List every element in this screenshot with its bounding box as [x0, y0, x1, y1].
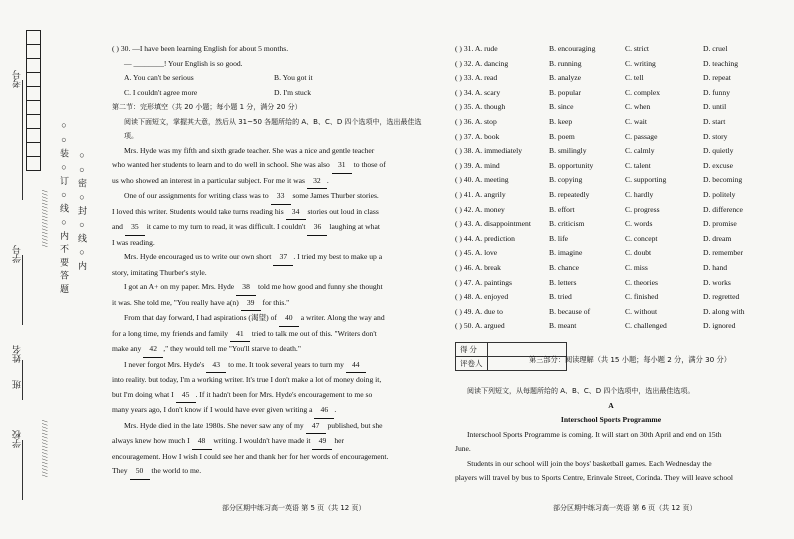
cloze-text: many years ago, I don't know if I would have ever given writing a	[112, 405, 315, 414]
cloze-blank[interactable]: 49	[312, 434, 332, 450]
cloze-blank[interactable]: 35	[125, 220, 145, 236]
q30-option-b[interactable]: B. You got it	[274, 73, 313, 82]
cloze-line	[112, 311, 424, 327]
option-b[interactable]: B. encouraging	[549, 44, 596, 53]
passage-line: players will travel by bus to Sports Centre, Erinvale Street, Corinda. They will leave school	[455, 473, 734, 482]
option-row	[455, 173, 767, 188]
option-c[interactable]: C. hardly	[625, 189, 654, 199]
option-row	[455, 57, 767, 72]
option-number-a[interactable]: ( ) 44. A. prediction	[455, 233, 515, 243]
cloze-line	[112, 327, 424, 343]
cloze-text: the world to me.	[149, 466, 202, 475]
option-number-a[interactable]: ( ) 46. A. break	[455, 262, 501, 272]
cloze-blank[interactable]: 37	[273, 250, 293, 266]
seal-text: ○ ○ 装 ○ 订 ○ 线 ○ 内 不 要 答 题	[59, 120, 69, 294]
cloze-blank[interactable]: 38	[236, 280, 256, 296]
option-row	[455, 203, 767, 218]
option-row	[455, 217, 767, 232]
cloze-blank[interactable]: 47	[306, 419, 326, 435]
cloze-blank[interactable]: 31	[332, 158, 352, 174]
option-d[interactable]: D. along with	[703, 306, 745, 316]
option-c[interactable]: C. words	[625, 219, 653, 229]
cloze-line	[112, 205, 424, 221]
label-class: 班	[12, 380, 22, 389]
cloze-line	[112, 266, 424, 281]
cloze-line	[112, 189, 424, 205]
option-d[interactable]: D. dream	[703, 233, 732, 243]
cloze-text: published, but she	[325, 420, 383, 430]
option-c[interactable]: C. supporting	[625, 175, 667, 185]
cloze-text: make any	[112, 344, 144, 353]
option-b[interactable]: B. effort	[549, 204, 575, 214]
seal-text-2: ○ ○ 密 ○ 封 ○ 线 ○ 内	[77, 150, 87, 271]
page-6-footer: 部分区期中练习高一英语 第 6 页（共 12 页）	[553, 504, 697, 512]
option-c[interactable]: C. tell	[625, 73, 644, 83]
cloze-line	[112, 296, 424, 312]
option-b[interactable]: B. because of	[549, 306, 591, 316]
option-number-a[interactable]: ( ) 33. A. read	[455, 73, 498, 83]
grader-label: 评卷人	[456, 357, 488, 371]
cloze-text: laughing at what	[327, 222, 380, 231]
cloze-text: Mrs. Hyde encouraged us to write our own short	[124, 252, 274, 261]
option-c[interactable]: C. writing	[625, 58, 656, 68]
cloze-text: . If it hadn't been for Mrs. Hyde's encouragement to me so	[195, 389, 373, 399]
option-d[interactable]: D. becoming	[703, 175, 743, 185]
option-row	[455, 115, 767, 130]
option-c[interactable]: C. complex	[625, 87, 661, 97]
cloze-text: for this."	[260, 297, 290, 307]
slash-bottom: //////////////////	[40, 420, 49, 479]
slash-top: //////////////////	[40, 190, 49, 249]
section-title-reading: 第三部分：阅读理解（共 15 小题；每小题 2 分，满分 30 分）	[529, 355, 731, 364]
cloze-text: .	[326, 175, 329, 185]
cloze-blank[interactable]: 44	[346, 358, 366, 374]
cloze-line	[112, 434, 424, 450]
option-b[interactable]: B. repeatedly	[549, 189, 590, 199]
option-c[interactable]: C. progress	[625, 204, 660, 214]
option-d[interactable]: D. start	[703, 116, 726, 126]
cloze-text: story, imitating Thurber's style.	[112, 267, 207, 277]
cloze-text: and	[112, 222, 125, 231]
exam-number-boxes[interactable]	[26, 30, 40, 171]
option-d[interactable]: D. politely	[703, 189, 736, 199]
student-id-line[interactable]	[22, 255, 24, 325]
cloze-line	[112, 403, 424, 419]
cloze-text: some James Thurber stories.	[290, 191, 379, 200]
option-row	[455, 86, 767, 101]
option-b[interactable]: B. tried	[549, 292, 572, 302]
option-d[interactable]: D. teaching	[703, 58, 739, 68]
option-c[interactable]: C. talent	[625, 160, 651, 170]
cloze-text: I loved this writer. Students would take turns reading his	[112, 206, 286, 216]
cloze-text: ," they would tell me "You'll starve to death."	[163, 344, 301, 353]
option-number-a[interactable]: ( ) 34. A. scary	[455, 87, 501, 97]
cloze-text: it was. She told me, "You really have a(n)	[112, 297, 241, 307]
passage-line: Interschool Sports Programme is coming. It will start on 30th April and end on 15th	[467, 429, 722, 439]
cloze-blank[interactable]: 36	[307, 220, 327, 236]
option-b[interactable]: B. running	[549, 58, 582, 68]
option-c[interactable]: C. doubt	[625, 248, 652, 258]
cloze-text: into reality. but today, I'm a working writer. It's true I don't make a lot of money doing it,	[112, 375, 382, 384]
option-d[interactable]: D. until	[703, 102, 727, 112]
binding-strip	[0, 0, 88, 539]
school-line[interactable]	[22, 440, 24, 500]
option-number-a[interactable]: ( ) 50. A. argued	[455, 321, 505, 331]
cloze-blank[interactable]: 33	[271, 189, 291, 205]
cloze-text: One of our assignments for writing class was to	[124, 191, 271, 200]
option-row	[455, 246, 767, 261]
label-name: 姓名	[12, 345, 22, 363]
cloze-blank[interactable]: 42	[143, 342, 163, 358]
option-row	[455, 305, 767, 320]
option-c[interactable]: C. strict	[625, 44, 650, 53]
option-number-a[interactable]: ( ) 32. A. dancing	[455, 58, 509, 68]
cloze-blank[interactable]: 34	[286, 205, 306, 221]
option-number-a[interactable]: ( ) 43. A. disappointment	[455, 219, 531, 229]
cloze-text: us who showed an interest in a particular subject. For me it was	[112, 175, 307, 185]
option-b[interactable]: B. imagine	[549, 248, 583, 258]
cloze-text: to me. It took several years to turn my	[226, 359, 346, 369]
cloze-text: I was reading.	[112, 237, 155, 247]
option-b[interactable]: B. smilingly	[549, 146, 587, 156]
cloze-text: From that day forward, I had aspirations (渴望) of	[124, 313, 279, 322]
option-number-a[interactable]: ( ) 36. A. stop	[455, 116, 497, 126]
option-number-a[interactable]: ( ) 39. A. mind	[455, 160, 500, 170]
cloze-text: her	[332, 436, 345, 445]
cloze-text: a writer. Along the way and	[298, 313, 385, 322]
option-d[interactable]: D. hand	[703, 262, 728, 272]
option-row	[455, 100, 767, 115]
option-number-a[interactable]: ( ) 38. A. immediately	[455, 146, 523, 156]
cloze-line	[112, 388, 424, 404]
q30-option-c[interactable]: C. I couldn't agree more	[124, 87, 198, 97]
cloze-text: always knew how much I	[112, 436, 192, 445]
cloze-line	[112, 174, 424, 190]
option-row	[455, 71, 767, 86]
page-5	[112, 42, 424, 480]
option-b[interactable]: B. keep	[549, 116, 573, 126]
cloze-text: but I'm doing what I	[112, 389, 176, 399]
option-row	[455, 144, 767, 159]
cloze-line	[112, 220, 424, 236]
cloze-text: Mrs. Hyde was my fifth and sixth grade teacher. She was a nice and gentle teacher	[124, 145, 375, 155]
option-b[interactable]: B. since	[549, 102, 574, 112]
option-row	[455, 232, 767, 247]
cloze-blank[interactable]: 46	[314, 403, 334, 419]
option-d[interactable]: D. excuse	[703, 160, 733, 170]
option-number-a[interactable]: ( ) 45. A. love	[455, 248, 498, 258]
option-c[interactable]: C. concept	[625, 233, 658, 243]
label-student-id: 学号	[12, 245, 22, 263]
option-number-a[interactable]: ( ) 41. A. angrily	[455, 189, 506, 199]
cloze-line	[112, 419, 424, 435]
reading-section	[455, 384, 767, 486]
option-c[interactable]: C. without	[625, 306, 658, 316]
option-c[interactable]: C. finished	[625, 292, 659, 302]
option-c[interactable]: C. challenged	[625, 321, 667, 331]
option-b[interactable]: B. criticism	[549, 219, 585, 229]
cloze-text: I never forgot Mrs. Hyde's	[124, 359, 207, 369]
option-number-a[interactable]: ( ) 48. A. enjoyed	[455, 292, 509, 302]
option-c[interactable]: C. theories	[625, 277, 658, 287]
cloze-options-list	[455, 42, 767, 334]
cloze-text: I got an A+ on my paper. Mrs. Hyde	[124, 282, 237, 291]
option-row	[455, 276, 767, 291]
option-d[interactable]: D. quietly	[703, 146, 734, 156]
name-line[interactable]	[22, 360, 24, 400]
option-c[interactable]: C. when	[625, 102, 651, 112]
option-d[interactable]: D. funny	[703, 87, 730, 97]
passage-letter: A	[608, 400, 614, 410]
cloze-line	[112, 464, 424, 480]
option-row	[455, 261, 767, 276]
option-number-a[interactable]: ( ) 47. A. paintings	[455, 277, 512, 287]
page-5-footer: 部分区期中练习高一英语 第 5 页（共 12 页）	[222, 504, 366, 512]
cloze-passage	[112, 144, 424, 480]
passage-line: June.	[455, 444, 471, 453]
cloze-text: it came to my turn to read, it was difficult. I couldn't	[144, 222, 308, 231]
cloze-blank[interactable]: 45	[176, 388, 196, 404]
option-d[interactable]: D. remember	[703, 248, 744, 258]
option-row	[455, 130, 767, 145]
cloze-text: Mrs. Hyde died in the late 1980s. She never saw any of my	[124, 420, 306, 430]
option-b[interactable]: B. life	[549, 233, 568, 243]
exam-number-line[interactable]	[22, 80, 24, 200]
cloze-text: stories out loud in class	[305, 206, 379, 216]
option-b[interactable]: B. meant	[549, 321, 577, 331]
option-d[interactable]: D. works	[703, 277, 731, 287]
question-30-dialog: — ________! Your English is so good.	[124, 58, 243, 68]
option-number-a[interactable]: ( ) 49. A. due to	[455, 306, 503, 316]
cloze-text: . I tried my best to make up a	[293, 252, 383, 261]
q30-option-d[interactable]: D. I'm stuck	[274, 87, 312, 97]
section-title-cloze: 第二节：完形填空（共 20 小题；每小题 1 分，满分 20 分）	[112, 103, 302, 111]
passage-title: Interschool Sports Programme	[560, 415, 662, 424]
cloze-blank[interactable]: 48	[192, 434, 212, 450]
option-c[interactable]: C. passage	[625, 131, 658, 141]
cloze-text: for a long time, my friends and family	[112, 328, 230, 338]
page-6	[455, 42, 767, 334]
passage-line: Students in our school will join the boys' basketball games. Each Wednesday the	[467, 458, 712, 468]
option-number-a[interactable]: ( ) 42. A. money	[455, 204, 505, 214]
cloze-text: to those of	[351, 160, 386, 169]
option-number-a[interactable]: ( ) 35. A. though	[455, 102, 506, 112]
option-row	[455, 188, 767, 203]
option-d[interactable]: D. repeat	[703, 73, 731, 83]
option-number-a[interactable]: ( ) 40. A. meeting	[455, 175, 509, 185]
option-d[interactable]: D. promise	[703, 219, 737, 229]
cloze-line	[112, 450, 424, 465]
option-b[interactable]: B. copying	[549, 175, 583, 185]
cloze-blank[interactable]: 43	[206, 358, 226, 374]
option-number-a[interactable]: ( ) 37. A. book	[455, 131, 500, 141]
cloze-instructions: 阅读下面短文，掌握其大意，然后从 31~50 各题所给的 A、B、C、D 四个选项中，选出最佳选项。	[124, 117, 422, 140]
cloze-line	[112, 250, 424, 266]
question-30-stem: ( ) 30. —I have been learning English for about 5 months.	[112, 44, 289, 53]
cloze-line	[112, 373, 424, 388]
cloze-text: who wanted her students to learn and to do well in school. She was also	[112, 160, 332, 169]
option-number-a[interactable]: ( ) 31. A. rude	[455, 44, 498, 53]
option-b[interactable]: B. opportunity	[549, 160, 594, 170]
option-b[interactable]: B. popular	[549, 87, 582, 97]
cloze-text: .	[334, 405, 337, 414]
cloze-blank[interactable]: 41	[230, 327, 250, 343]
cloze-text: writing. I wouldn't have made it	[211, 436, 313, 445]
cloze-text: They	[112, 466, 130, 475]
option-row	[455, 42, 767, 57]
option-c[interactable]: C. wait	[625, 116, 647, 126]
option-row	[455, 290, 767, 305]
cloze-line	[112, 158, 424, 174]
cloze-line	[112, 236, 424, 251]
option-d[interactable]: D. cruel	[703, 44, 728, 53]
label-exam-number: 考号	[12, 70, 22, 88]
score-label: 得 分	[456, 343, 488, 357]
cloze-line	[112, 144, 424, 159]
option-c[interactable]: C. calmly	[625, 146, 655, 156]
option-d[interactable]: D. story	[703, 131, 728, 141]
option-b[interactable]: B. analyze	[549, 73, 582, 83]
option-b[interactable]: B. poem	[549, 131, 575, 141]
option-d[interactable]: D. ignored	[703, 321, 736, 331]
cloze-line	[112, 342, 424, 358]
option-row	[455, 159, 767, 174]
option-c[interactable]: C. miss	[625, 262, 648, 272]
option-d[interactable]: D. regretted	[703, 292, 740, 302]
option-b[interactable]: B. letters	[549, 277, 577, 287]
reading-instructions: 阅读下列短文，从每题所给的 A、B、C、D 四个选项中，选出最佳选项。	[467, 387, 695, 395]
cloze-blank[interactable]: 50	[130, 464, 150, 480]
label-school: 学校	[12, 430, 22, 448]
cloze-line	[112, 358, 424, 374]
q30-option-a[interactable]: A. You can't be serious	[124, 73, 194, 82]
cloze-line	[112, 280, 424, 296]
cloze-text: told me how good and funny she thought	[256, 282, 383, 291]
cloze-blank[interactable]: 39	[241, 296, 261, 312]
cloze-text: encouragement. How I wish I could see her and thank her for her words of encouragement.	[112, 451, 389, 461]
cloze-text: tried to talk me out of this. "Writers don't	[249, 328, 377, 338]
option-d[interactable]: D. difference	[703, 204, 743, 214]
option-row	[455, 319, 767, 334]
cloze-blank[interactable]: 32	[307, 174, 327, 190]
option-b[interactable]: B. chance	[549, 262, 579, 272]
cloze-blank[interactable]: 40	[279, 311, 299, 327]
